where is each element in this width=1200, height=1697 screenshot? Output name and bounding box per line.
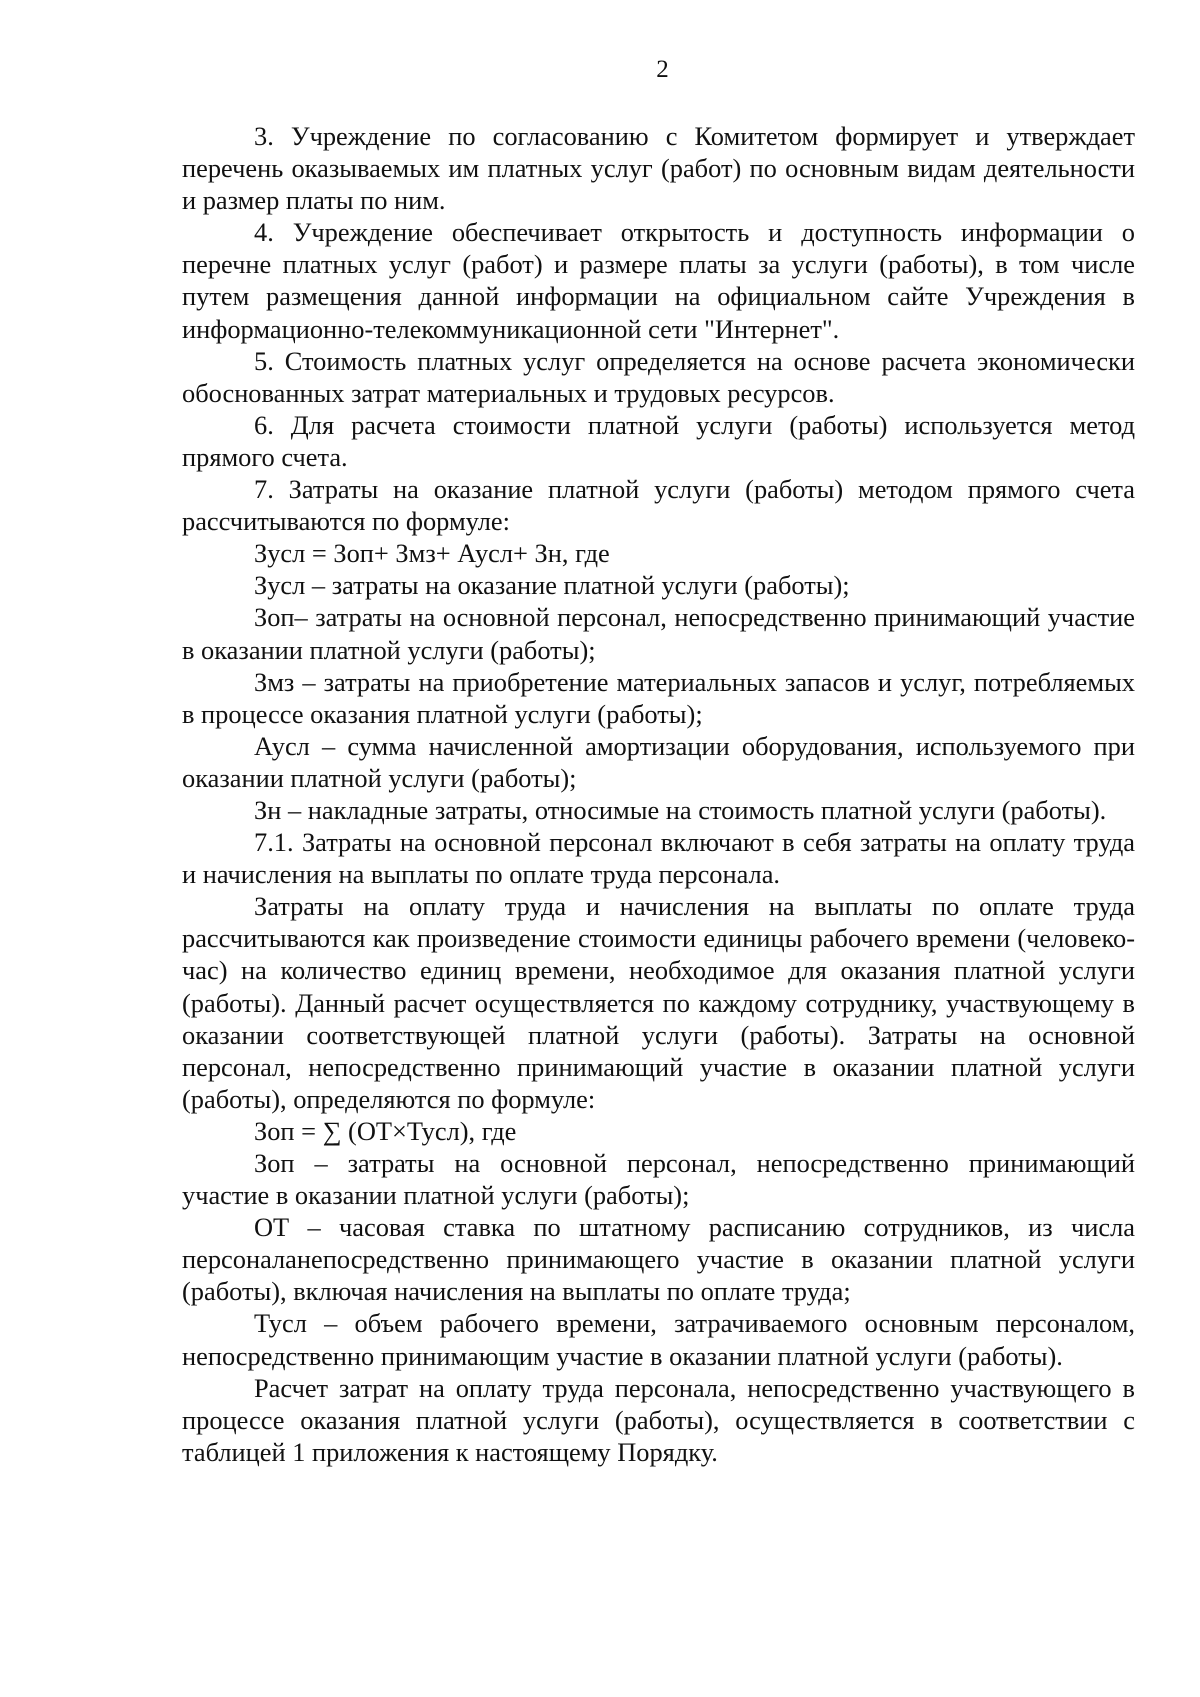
paragraph-item-7: 7. Затраты на оказание платной услуги (работы) методом прямого счета рассчитываются по формуле:: [182, 474, 1135, 537]
definition-zop: Зоп– затраты на основной персонал, непосредственно принимающий участие в оказании платной услуги (работы);: [182, 602, 1135, 665]
definition-zusl: Зусл – затраты на оказание платной услуги (работы);: [254, 570, 850, 601]
definition-zmz: Змз – затраты на приобретение материальных запасов и услуг, потребляемых в процессе оказания платной услуги (работы);: [182, 666, 1135, 729]
definition-tusl: Тусл – объем рабочего времени, затрачиваемого основным персоналом, непосредственно принимающим участие в оказании платной услуги (работы).: [182, 1308, 1135, 1371]
paragraph-item-4: 4. Учреждение обеспечивает открытость и доступность информации о перечне платных услуг (работ) и размере платы за услуги (работы), в том числе путем размещения данной информации на официальном сайте Учреждения в информационно-телекоммуникационной сети "Интернет".: [182, 217, 1135, 344]
paragraph-item-6: 6. Для расчета стоимости платной услуги (работы) используется метод прямого счета.: [182, 409, 1135, 472]
definition-ausl: Аусл – сумма начисленной амортизации оборудования, используемого при оказании платной услуги (работы);: [182, 730, 1135, 793]
definition-zn: Зн – накладные затраты, относимые на стоимость платной услуги (работы).: [254, 794, 1107, 825]
paragraph-calculation-reference: Расчет затрат на оплату труда персонала, непосредственно участвующего в процессе оказания платной услуги (работы), осуществляется в соответствии с таблицей 1 приложения к настоящему Порядку.: [182, 1372, 1135, 1467]
definition-ot: ОТ – часовая ставка по штатному расписанию сотрудников, из числа персоналанепосредственно принимающего участие в оказании платной услуги (работы), включая начисления на выплаты по оплате труда;: [182, 1212, 1135, 1307]
document-page: [182, 56, 1135, 1468]
formula-total-cost: Зусл = Зоп+ Змз+ Аусл+ Зн, где: [254, 538, 610, 569]
document-body: [182, 120, 1135, 1468]
formula-personnel-cost: Зоп = ∑ (ОТ×Тусл), где: [254, 1115, 517, 1146]
definition-zop-2: Зоп – затраты на основной персонал, непосредственно принимающий участие в оказании платной услуги (работы);: [182, 1148, 1135, 1211]
paragraph-item-3: 3. Учреждение по согласованию с Комитетом формирует и утверждает перечень оказываемых им платных услуг (работ) по основным видам деятельности и размер платы по ним.: [182, 121, 1135, 216]
paragraph-item-5: 5. Стоимость платных услуг определяется на основе расчета экономически обоснованных затрат материальных и трудовых ресурсов.: [182, 345, 1135, 408]
page-number: 2: [656, 56, 669, 83]
paragraph-item-7-1: 7.1. Затраты на основной персонал включают в себя затраты на оплату труда и начисления на выплаты по оплате труда персонала.: [182, 827, 1135, 890]
paragraph-labor-costs: Затраты на оплату труда и начисления на выплаты по оплате труда рассчитываются как произведение стоимости единицы рабочего времени (человеко-час) на количество единиц времени, необходимое для оказания платной услуги (работы). Данный расчет осуществляется по каждому сотруднику, участвующему в оказании соответствующей платной услуги (работы). Затраты на основной персонал, непосредственно принимающий участие в оказании платной услуги (работы), определяются по формуле:: [182, 891, 1135, 1114]
